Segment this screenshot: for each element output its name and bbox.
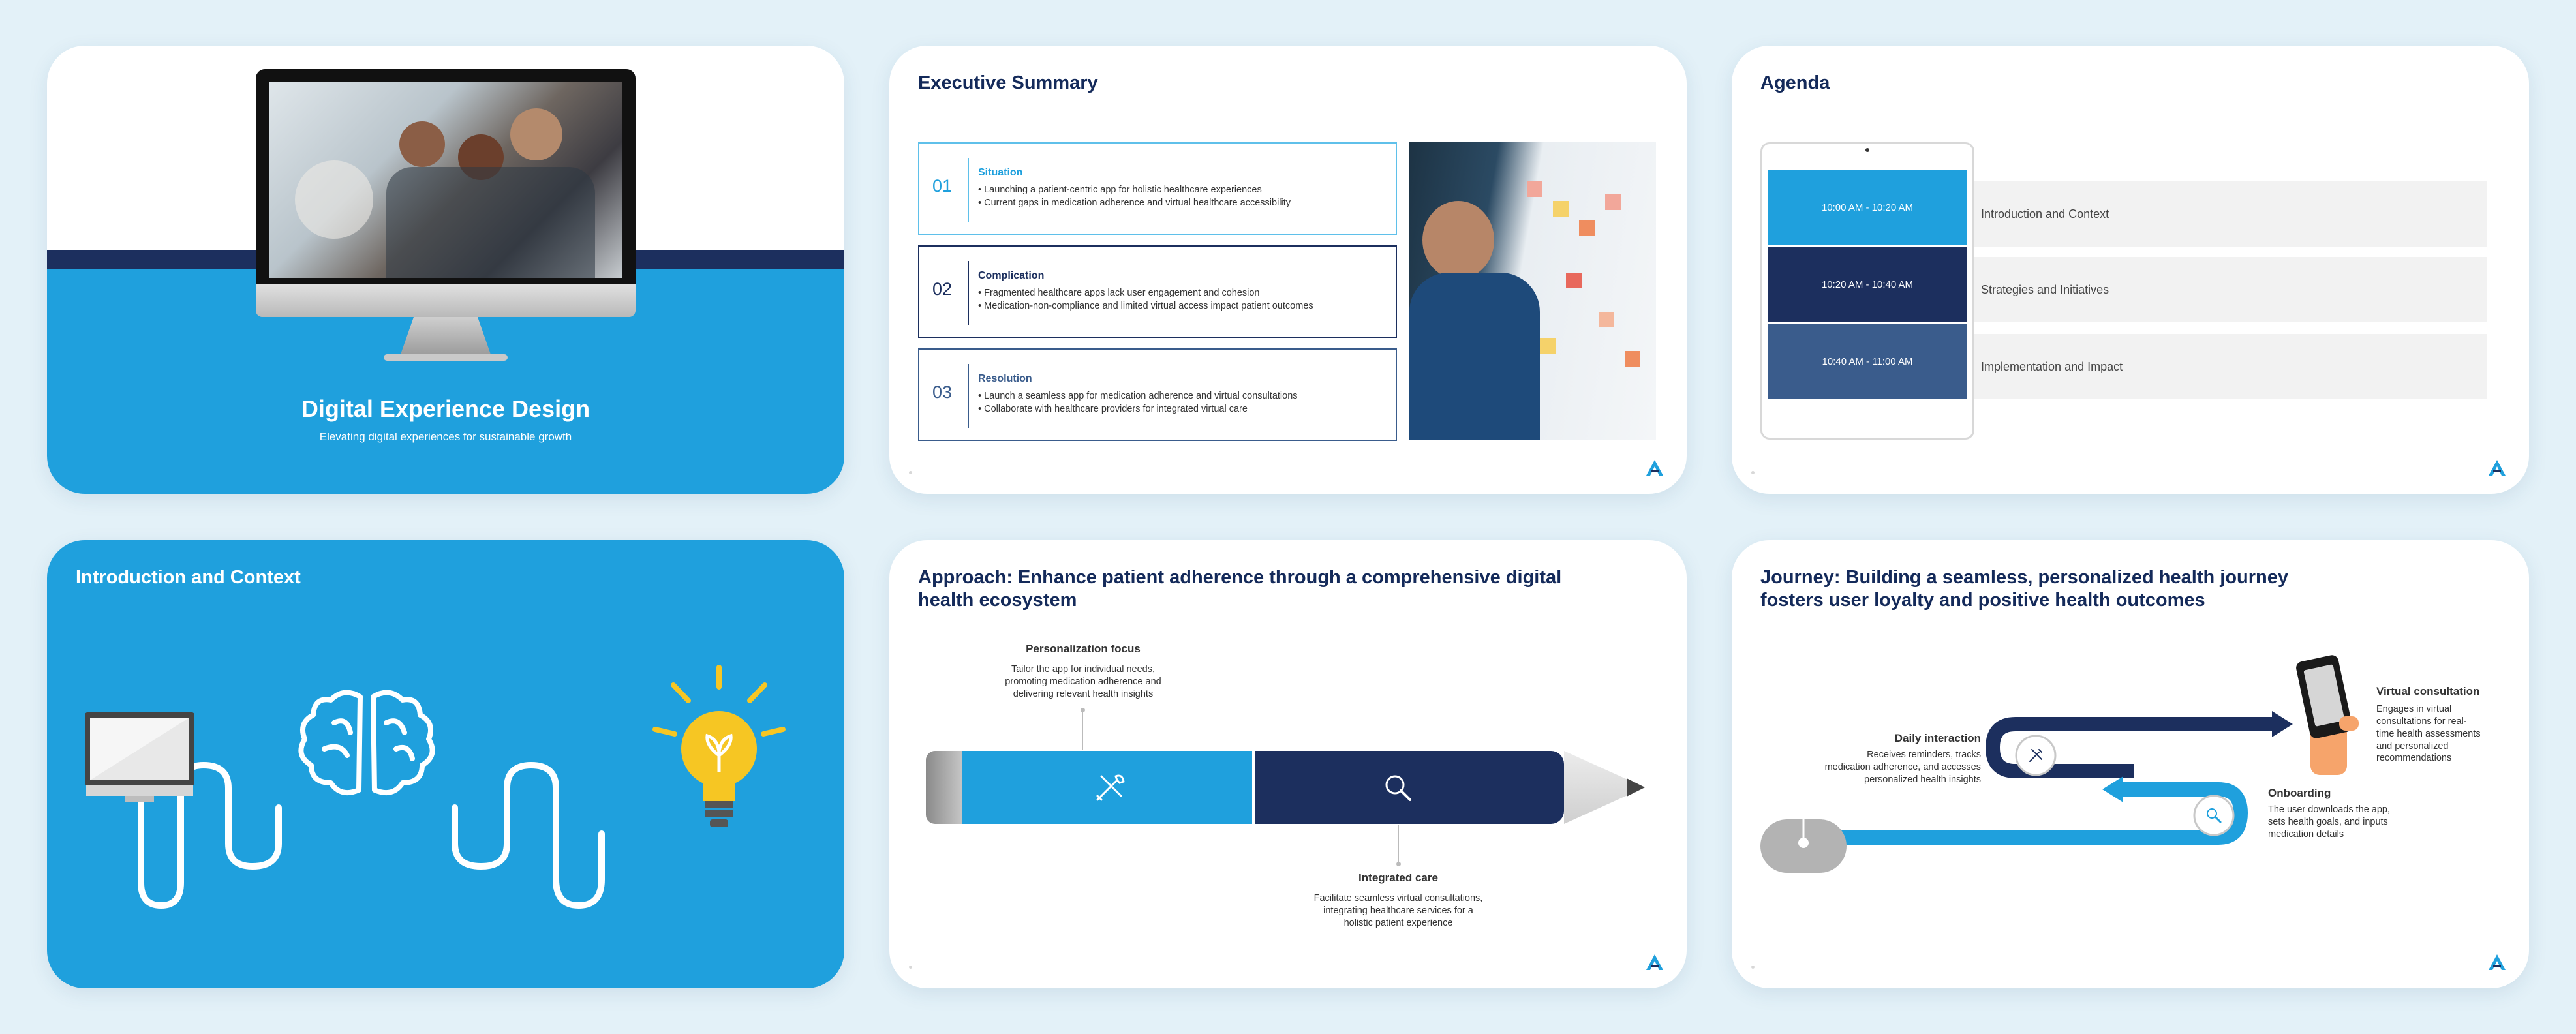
item-bullet: • Medication-non-compliance and limited virtual access impact patient outcomes xyxy=(978,301,1313,311)
time-slot: 10:40 AM - 11:00 AM xyxy=(1768,324,1967,399)
slide-agenda[interactable] xyxy=(1732,46,2529,494)
stage-virtual-desc: Engages in virtual consultations for real- time health assessments and personalized recommendations xyxy=(2376,704,2481,764)
stage-daily-desc: Receives reminders, tracks medication adherence, and accesses personalized health insights xyxy=(1824,750,1981,785)
agenda-topic: Introduction and Context xyxy=(1981,207,2109,220)
callout-bottom-desc: Facilitate seamless virtual consultations, integrating healthcare services for a holistic patient experience xyxy=(1313,893,1483,928)
brand-logo-icon xyxy=(1645,459,1664,477)
stage-onboarding-label: Onboarding xyxy=(2268,787,2331,799)
item-number: 01 xyxy=(932,176,953,196)
slide-title: Agenda xyxy=(1760,72,1830,93)
pencil-diagram xyxy=(926,751,1645,824)
phone-hand-icon xyxy=(2300,658,2372,775)
monitor-illustration xyxy=(256,69,636,382)
slide-approach[interactable] xyxy=(889,540,1687,988)
slide-journey[interactable] xyxy=(1732,540,2529,988)
slide-dot xyxy=(909,471,912,474)
item-heading: Complication xyxy=(978,270,1045,281)
item-bullet: • Launching a patient-centric app for holistic healthcare experiences xyxy=(978,185,1262,195)
tablet-frame xyxy=(1760,142,1974,440)
stage-daily-label: Daily interaction xyxy=(1894,732,1981,744)
time-slot: 10:00 AM - 10:20 AM xyxy=(1768,170,1967,245)
team-photo xyxy=(269,82,622,278)
slide-title: Journey: Building a seamless, personalized health journey fosters user loyalty and positive health outcomes xyxy=(1760,567,2288,611)
slide-introduction[interactable] xyxy=(47,540,844,988)
item-number: 02 xyxy=(932,279,953,299)
slide-dot xyxy=(1751,471,1755,474)
agenda-topic: Implementation and Impact xyxy=(1981,360,2123,373)
slide-cover[interactable] xyxy=(47,46,844,494)
callout-bottom-label: Integrated care xyxy=(1358,872,1438,884)
whiteboard-photo xyxy=(1409,142,1656,440)
brand-logo-icon xyxy=(2487,953,2507,971)
slide-executive-summary[interactable] xyxy=(889,46,1687,494)
slide-title: Introduction and Context xyxy=(76,567,301,588)
brand-logo-icon xyxy=(1645,953,1664,971)
stage-onboarding-desc: The user downloads the app, sets health goals, and inputs medication details xyxy=(2268,804,2391,840)
brand-logo-icon xyxy=(2487,459,2507,477)
callout-top-desc: Tailor the app for individual needs, promoting medication adherence and delivering relevant health insights xyxy=(1005,664,1161,699)
slide-dot xyxy=(909,966,912,969)
brain-icon xyxy=(301,693,432,793)
tools-icon xyxy=(2026,746,2046,765)
tools-icon xyxy=(1090,768,1129,808)
item-bullet: • Collaborate with healthcare providers for integrated virtual care xyxy=(978,404,1248,414)
callout-top-label: Personalization focus xyxy=(1026,643,1141,655)
item-heading: Situation xyxy=(978,167,1023,178)
search-icon xyxy=(1379,768,1418,808)
item-bullet: • Launch a seamless app for medication adherence and virtual consultations xyxy=(978,391,1298,401)
computer-icon xyxy=(85,712,194,802)
agenda-topic: Strategies and Initiatives xyxy=(1981,283,2109,296)
item-bullet: • Current gaps in medication adherence and virtual healthcare accessibility xyxy=(978,198,1291,208)
slide-title: Executive Summary xyxy=(918,72,1098,93)
search-icon xyxy=(2204,806,2224,825)
summary-item-complication xyxy=(918,245,1397,338)
stage-virtual-label: Virtual consultation xyxy=(2376,685,2480,697)
item-bullet: • Fragmented healthcare apps lack user engagement and cohesion xyxy=(978,288,1260,298)
slide-title: Approach: Enhance patient adherence through a comprehensive digital health ecosystem xyxy=(918,567,1562,611)
item-number: 03 xyxy=(932,382,953,402)
brain-idea-illustration xyxy=(47,540,844,988)
item-heading: Resolution xyxy=(978,373,1032,384)
summary-item-situation xyxy=(918,142,1397,235)
time-slot: 10:20 AM - 10:40 AM xyxy=(1768,247,1967,322)
slide-dot xyxy=(1751,966,1755,969)
cover-subtitle: Elevating digital experiences for sustainable growth xyxy=(319,431,572,443)
summary-item-resolution xyxy=(918,348,1397,441)
cover-title: Digital Experience Design xyxy=(301,395,590,422)
lightbulb-icon xyxy=(655,667,783,827)
